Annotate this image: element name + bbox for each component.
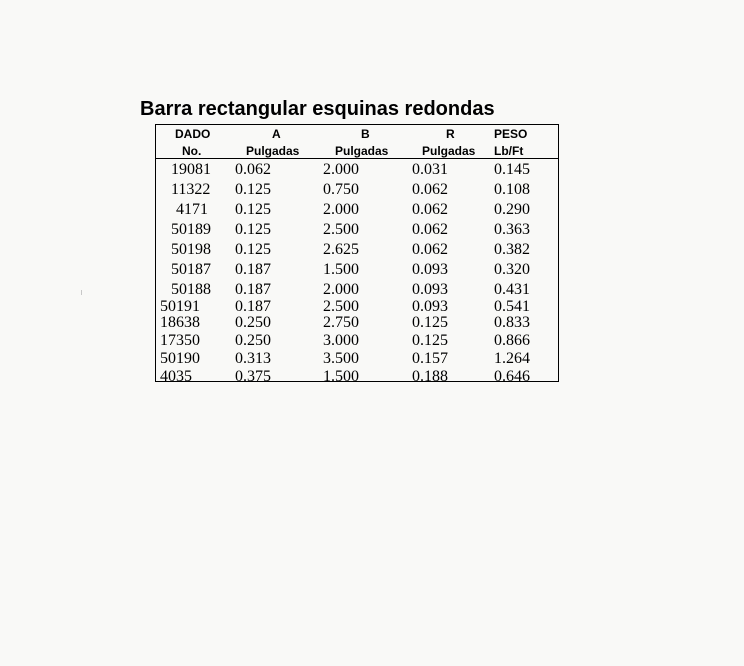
cell-b: 3.500 xyxy=(323,350,359,367)
cell-a: 0.125 xyxy=(235,241,271,258)
cell-r: 0.188 xyxy=(412,368,448,385)
cell-a: 0.125 xyxy=(235,181,271,198)
cell-r: 0.062 xyxy=(412,201,448,218)
cell-a: 0.187 xyxy=(235,261,271,278)
cell-b: 2.000 xyxy=(323,201,359,218)
cell-dado: 50188 xyxy=(171,281,211,298)
cell-a: 0.125 xyxy=(235,221,271,238)
cell-a: 0.250 xyxy=(235,314,271,331)
cell-b: 2.000 xyxy=(323,161,359,178)
cell-a: 0.187 xyxy=(235,281,271,298)
cell-a: 0.062 xyxy=(235,161,271,178)
cell-a: 0.125 xyxy=(235,201,271,218)
cell-peso: 0.290 xyxy=(494,201,530,218)
header-dado-line1: DADO xyxy=(175,127,211,141)
cell-peso: 0.541 xyxy=(494,298,530,315)
cell-r: 0.157 xyxy=(412,350,448,367)
cell-peso: 0.108 xyxy=(494,181,530,198)
cell-peso: 1.264 xyxy=(494,350,530,367)
cell-r: 0.062 xyxy=(412,241,448,258)
header-dado-line2: No. xyxy=(182,144,202,158)
cell-peso: 0.833 xyxy=(494,314,530,331)
cell-b: 0.750 xyxy=(323,181,359,198)
cell-b: 3.000 xyxy=(323,332,359,349)
page-title: Barra rectangular esquinas redondas xyxy=(140,98,495,120)
data-table xyxy=(155,124,559,385)
cell-b: 2.750 xyxy=(323,314,359,331)
cell-b: 1.500 xyxy=(323,368,359,385)
cell-a: 0.187 xyxy=(235,298,271,315)
header-b-line1: B xyxy=(361,127,370,141)
header-b-line2: Pulgadas xyxy=(335,144,389,158)
header-divider xyxy=(156,158,558,159)
cell-r: 0.093 xyxy=(412,281,448,298)
cell-dado: 11322 xyxy=(171,181,211,198)
cell-dado: 18638 xyxy=(160,314,200,331)
header-r-line2: Pulgadas xyxy=(422,144,476,158)
cell-peso: 0.866 xyxy=(494,332,530,349)
cell-dado: 19081 xyxy=(171,161,211,178)
header-peso-line1: PESO xyxy=(494,127,528,141)
cell-a: 0.250 xyxy=(235,332,271,349)
header-r-line1: R xyxy=(446,127,455,141)
stray-mark xyxy=(81,290,82,295)
cell-r: 0.062 xyxy=(412,221,448,238)
cell-b: 1.500 xyxy=(323,261,359,278)
cell-dado: 50187 xyxy=(171,261,211,278)
cell-dado: 50191 xyxy=(160,298,200,315)
cell-dado: 50190 xyxy=(160,350,200,367)
cell-dado: 4035 xyxy=(160,368,192,385)
cell-dado: 50198 xyxy=(171,241,211,258)
cell-r: 0.062 xyxy=(412,181,448,198)
cell-r: 0.125 xyxy=(412,332,448,349)
cell-r: 0.031 xyxy=(412,161,448,178)
cell-dado: 50189 xyxy=(171,221,211,238)
cell-b: 2.625 xyxy=(323,241,359,258)
cell-b: 2.500 xyxy=(323,221,359,238)
cell-a: 0.313 xyxy=(235,350,271,367)
cell-peso: 0.363 xyxy=(494,221,530,238)
cell-b: 2.500 xyxy=(323,298,359,315)
cell-b: 2.000 xyxy=(323,281,359,298)
cell-r: 0.125 xyxy=(412,314,448,331)
cell-peso: 0.382 xyxy=(494,241,530,258)
header-peso-line2: Lb/Ft xyxy=(494,144,524,158)
header-a-line1: A xyxy=(272,127,281,141)
cell-dado: 4171 xyxy=(176,201,208,218)
cell-peso: 0.431 xyxy=(494,281,530,298)
header-a-line2: Pulgadas xyxy=(246,144,300,158)
cell-r: 0.093 xyxy=(412,298,448,315)
cell-peso: 0.320 xyxy=(494,261,530,278)
cell-peso: 0.145 xyxy=(494,161,530,178)
cell-a: 0.375 xyxy=(235,368,271,385)
cell-r: 0.093 xyxy=(412,261,448,278)
cell-peso: 0.646 xyxy=(494,368,530,385)
cell-dado: 17350 xyxy=(160,332,200,349)
